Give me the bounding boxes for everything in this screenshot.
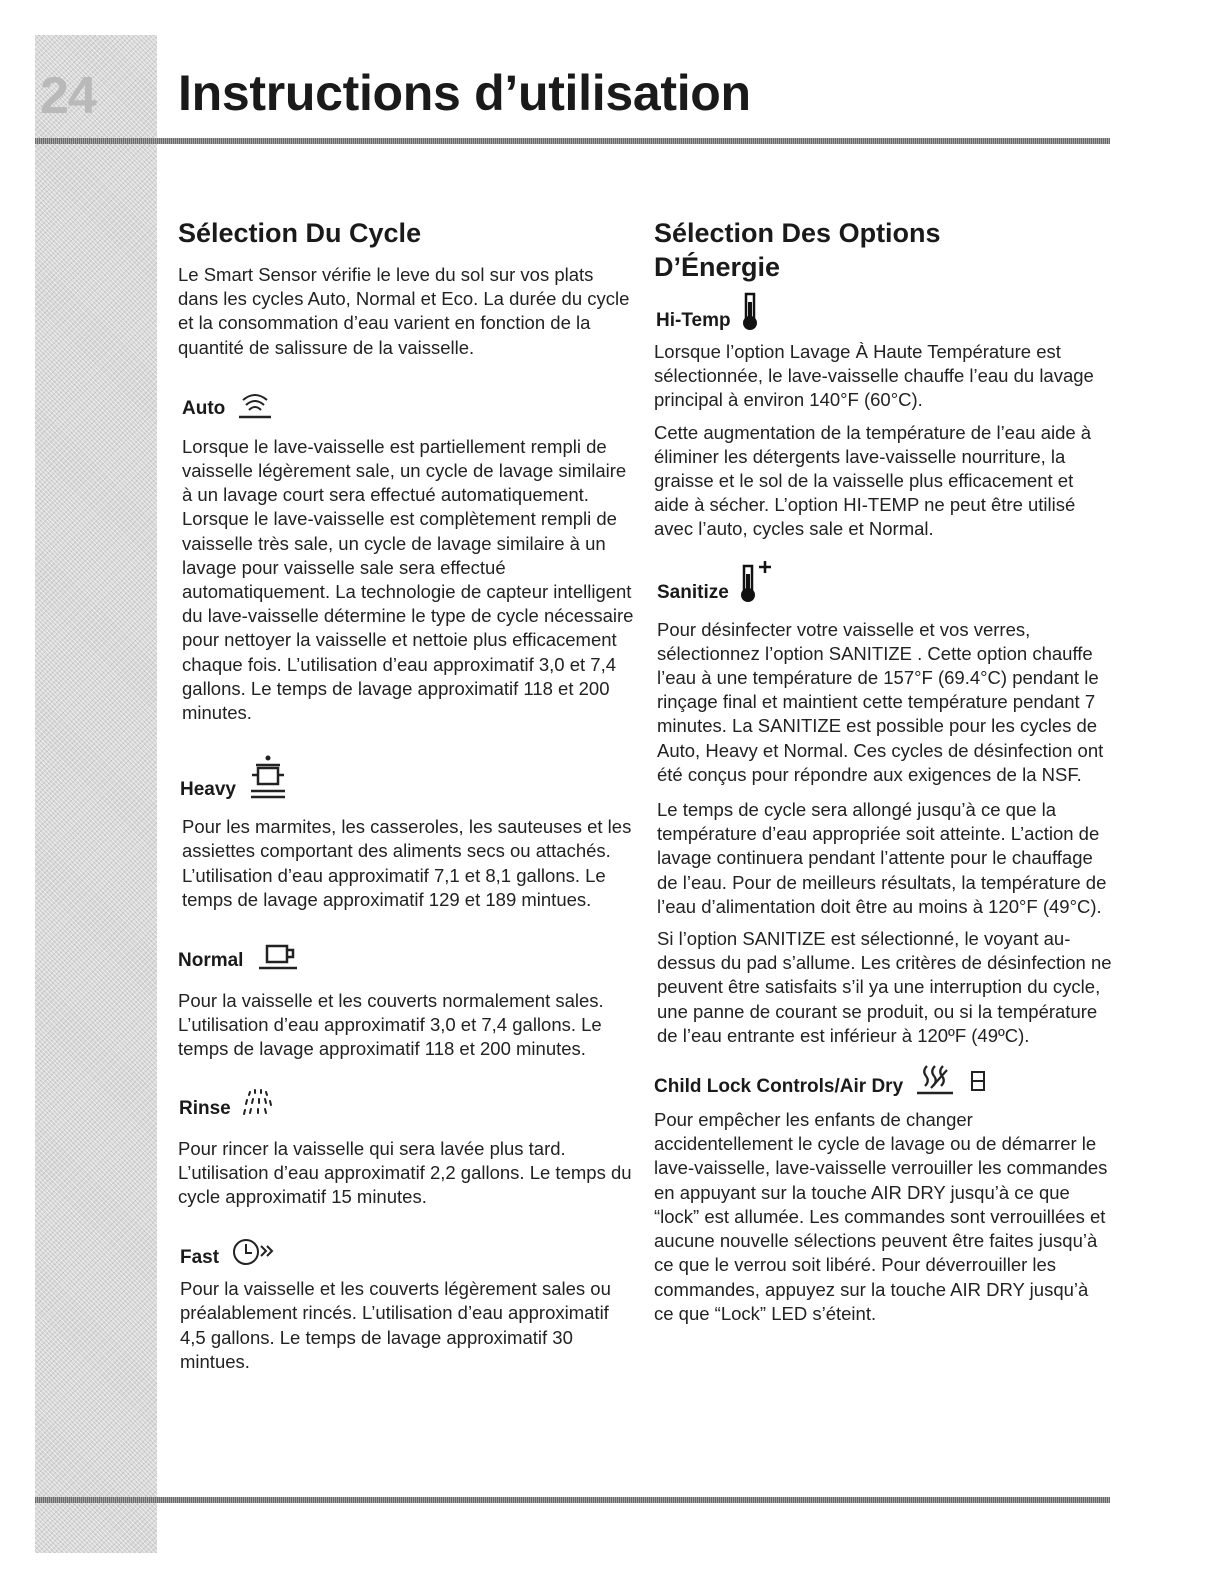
- sanitize-description-2: Le temps de cycle sera allongé jusqu’à ce que la température d’eau appropriée soit atteinte. L’action de lavage continuera pendant l’attente pour le chauffage de l’eau. Pour de meilleurs résultats, la température de l’eau d’alimentation doit être au moins à 120°F (49°C).: [657, 799, 1107, 917]
- childlock-description: Pour empêcher les enfants de changer accidentellement le cycle de lavage ou de démarrer le lave-vaisselle, lave-vaisselle verrouiller les commandes en appuyant sur la touche AIR DRY jusqu’à ce que “lock” est allumée. Les commandes sont verrouillées et aucune nouvelle sélections peuvent être faites jusqu’à ce que le verrou soit libéré. Pour déverrouiller les commandes, appuyez sur la touche AIR DRY jusqu’à ce que “Lock” LED s’éteint.: [654, 1109, 1108, 1324]
- left-column: [178, 212, 636, 1374]
- fast-clock-icon: [229, 1235, 279, 1269]
- rinse-spray-icon: [241, 1086, 275, 1120]
- cycle-intro: Le Smart Sensor vérifie le leve du sol sur vos plats dans les cycles Auto, Normal et Eco. La durée du cycle et la consommation d’eau varient en fonction de la quantité de salissure de la vaisselle.: [178, 264, 630, 358]
- childlock-label: Child Lock Controls/Air Dry: [654, 1076, 904, 1098]
- energy-options-heading-line1: Sélection Des Options: [654, 218, 941, 248]
- footer-rule: [35, 1497, 1110, 1503]
- page-title: Instructions d’utilisation: [178, 65, 751, 121]
- hitemp-heading: [656, 292, 1112, 332]
- cup-icon: [253, 942, 303, 972]
- rinse-cycle-heading: [179, 1086, 636, 1120]
- header-rule: [35, 138, 1110, 144]
- auto-cycle-heading: [182, 386, 636, 420]
- fast-description: Pour la vaisselle et les couverts légèrement sales ou préalablement rincés. L’utilisation d’eau approximatif 4,5 gallons. Le temps de lavage approximatif 30 mintues.: [180, 1278, 611, 1372]
- auto-description: Lorsque le lave-vaisselle est partiellement rempli de vaisselle légèrement sale, un cycle de lavage similaire à un lavage court sera effectué automatiquement. Lorsque le lave-vaisselle est complètement rempli de vaisselle très sale, un cycle de lavage similaire à un lavage pour vaisselle sale sera effectué automatiquement. La technologie de capteur intelligent du lave-vaisselle détermine le type de cycle nécessaire pour nettoyer la vaisselle et nettoie plus efficacement chaque fois. L’utilisation d’eau approximatif 3,0 et 7,4 gallons. Le temps de lavage approximatif 118 et 200 minutes.: [182, 435, 634, 724]
- side-band: [35, 35, 157, 1553]
- sanitize-description-1: Pour désinfecter votre vaisselle et vos verres, sélectionnez l’option SANITIZE . Cette option chauffe l’eau à une température de 157°F (69.4°C) pendant le rinçage final et maintient cette température pendant 7 minutes. La SANITIZE est possible pour les cycles de Auto, Heavy et Normal. Ces cycles de désinfection ont été conçus pour répondre aux exigences de la NSF.: [657, 618, 1104, 785]
- page-number: 24: [40, 67, 96, 125]
- right-column: [654, 212, 1112, 1326]
- normal-cycle-heading: [178, 942, 636, 972]
- normal-description: Pour la vaisselle et les couverts normalement sales. L’utilisation d’eau approximatif 3,0 et 7,4 gallons. Le temps de lavage approximatif 118 et 200 minutes.: [178, 990, 604, 1060]
- pot-icon: [246, 753, 290, 801]
- sanitize-description-3: Si l’option SANITIZE est sélectionné, le voyant au-dessus du pad s’allume. Les critères de désinfection ne peuvent être satisfaits s’il ya une interruption du cycle, une panne de courant se produit, ou si la température de l’eau entrante est inférieur à 120ºF (49ºC).: [657, 928, 1112, 1046]
- energy-options-heading: [654, 216, 1112, 284]
- heavy-cycle-heading: [180, 753, 636, 801]
- auto-sensor-icon: [235, 386, 275, 420]
- rinse-label: Rinse: [179, 1097, 231, 1119]
- air-dry-icon: [913, 1062, 959, 1098]
- hitemp-description-1: Lorsque l’option Lavage À Haute Température est sélectionnée, le lave-vaisselle chauffe l’eau du lavage principal à environ 140°F (60°C).: [654, 341, 1094, 411]
- thermometer-icon: [741, 292, 763, 332]
- hitemp-description-2: Cette augmentation de la température de l’eau aide à éliminer les détergents lave-vaisselle nourriture, la graisse et le sol de la vaisselle plus efficacement et aide à sécher. L’option HI-TEMP ne peut être utilisé avec l’auto, cycles sale et Normal.: [654, 421, 1092, 540]
- energy-options-heading-line2: D’Énergie: [654, 252, 781, 282]
- hitemp-label: Hi-Temp: [656, 310, 731, 331]
- normal-label: Normal: [178, 950, 244, 972]
- heavy-label: Heavy: [180, 779, 236, 801]
- auto-label: Auto: [182, 397, 226, 419]
- sanitize-label: Sanitize: [657, 581, 729, 603]
- heavy-description: Pour les marmites, les casseroles, les sauteuses et les assiettes comportant des aliments secs ou attachés. L’utilisation d’eau approximatif 7,1 et 8,1 gallons. Le temps de lavage approximatif 129 et 189 mintues.: [182, 816, 632, 910]
- rinse-description: Pour rincer la vaisselle qui sera lavée plus tard. L’utilisation d’eau approximatif 2,2 gallons. Le temps du cycle approximatif 15 minutes.: [178, 1137, 632, 1208]
- childlock-heading: [654, 1062, 1112, 1098]
- fast-label: Fast: [180, 1247, 220, 1269]
- thermometer-plus-icon: [739, 560, 777, 604]
- sanitize-heading: [657, 560, 1112, 604]
- cycle-selection-heading: Sélection Du Cycle: [178, 218, 422, 248]
- fast-cycle-heading: [180, 1235, 636, 1269]
- lock-icon: [969, 1068, 987, 1094]
